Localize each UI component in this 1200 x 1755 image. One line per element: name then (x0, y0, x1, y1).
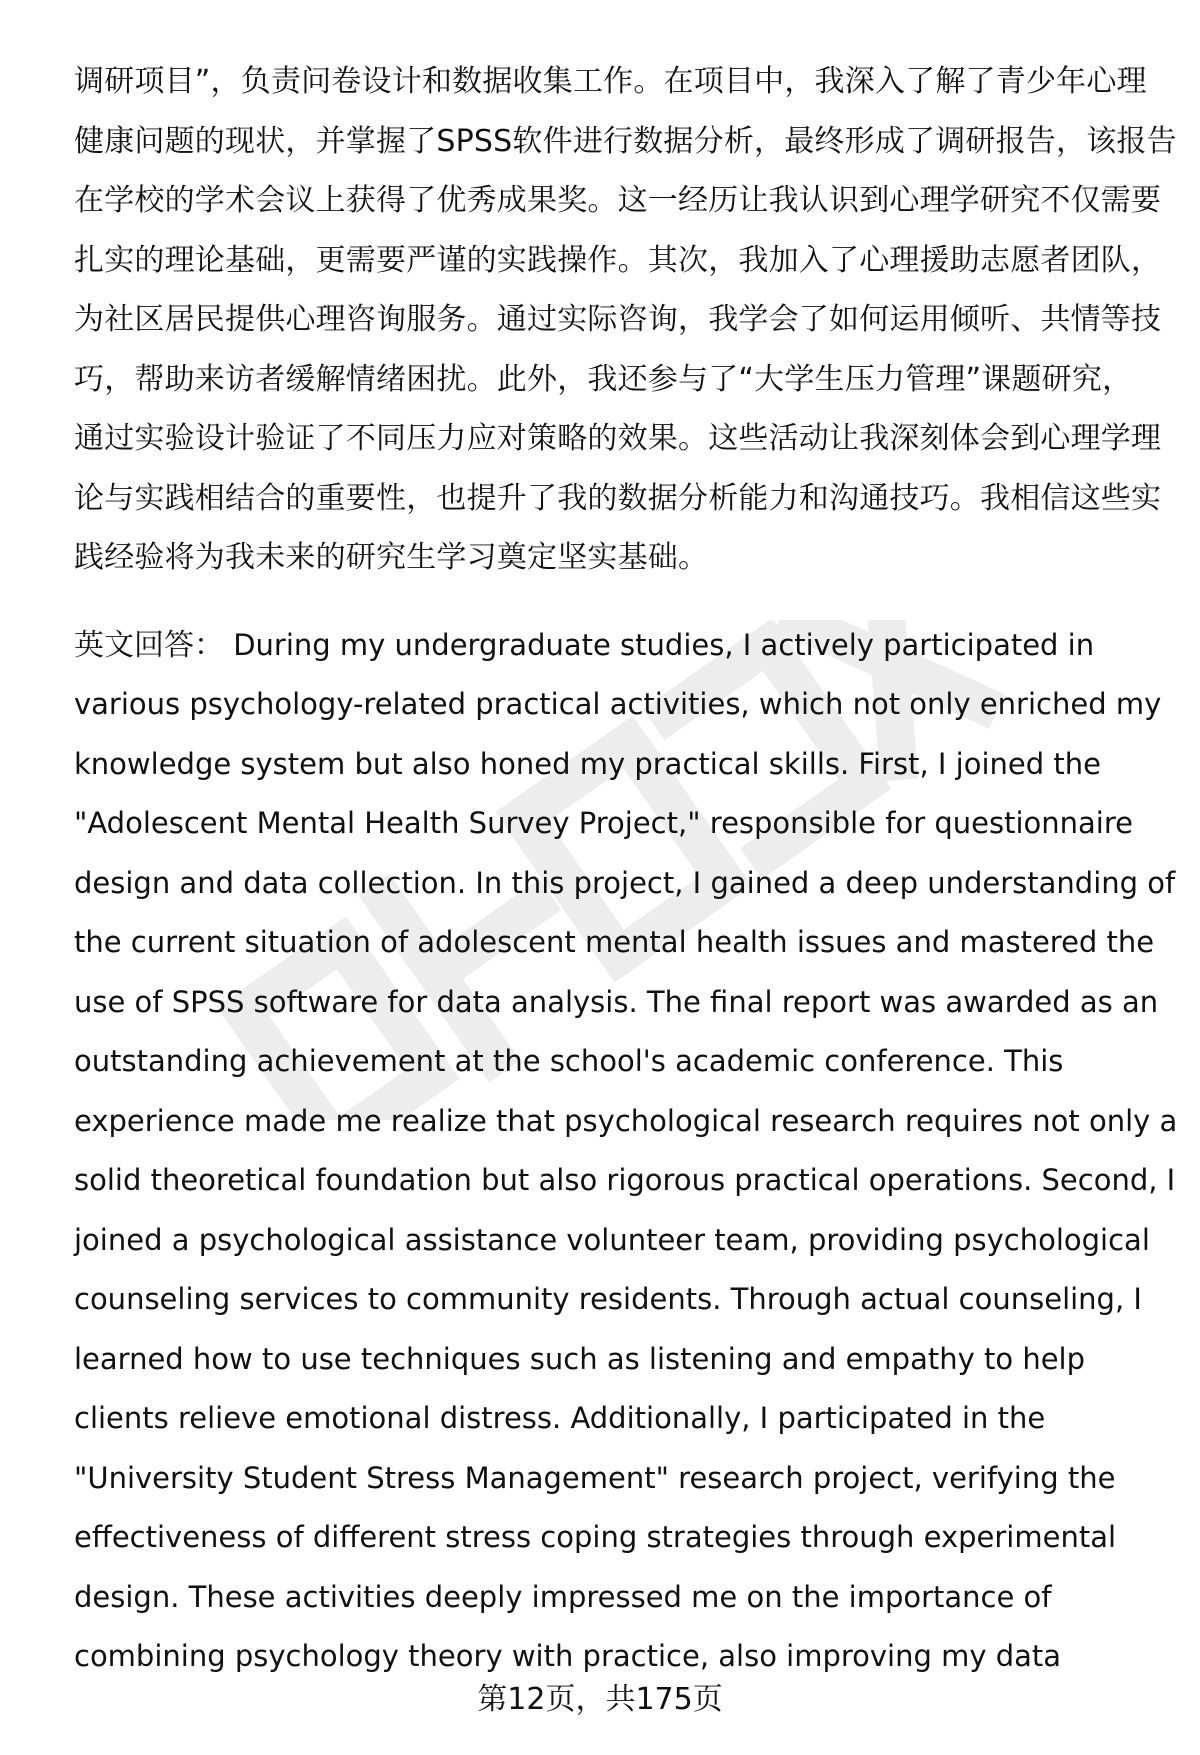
chinese-line: 调研项目”，负责问卷设计和数据收集工作。在项目中，我深入了解了青少年心理 (74, 64, 1147, 99)
chinese-line: 巧，帮助来访者缓解情绪困扰。此外，我还参与了“大学生压力管理”课题研究， (74, 361, 1133, 397)
english-line: various psychology-related practical activities, which not only enriched my (74, 687, 1162, 721)
english-line: solid theoretical foundation but also rigorous practical operations. Second, I (74, 1163, 1176, 1197)
page-footer (0, 1680, 1200, 1720)
english-line: experience made me realize that psychological research requires not only a (74, 1103, 1178, 1138)
chinese-answer-paragraph (74, 52, 1177, 588)
chinese-line: 在学校的学术会议上获得了优秀成果奖。这一经历让我认识到心理学研究不仅需要 (74, 183, 1162, 218)
chinese-line: 通过实验设计验证了不同压力应对策略的效果。这些活动让我深刻体会到心理学理 (74, 421, 1162, 456)
english-first-line (74, 616, 1159, 676)
english-line: joined a psychological assistance volunteer team, providing psychological (74, 1222, 1150, 1257)
english-line: clients relieve emotional distress. Additionally, I participated in the (74, 1401, 1046, 1435)
english-line: design and data collection. In this project, I gained a deep understanding of (74, 865, 1176, 900)
chinese-line: 健康问题的现状，并掌握了SPSS软件进行数据分析，最终形成了调研报告，该报告 (74, 123, 1177, 159)
english-line: knowledge system but also honed my practical skills. First, I joined the (74, 746, 1101, 781)
chinese-line: 践经验将为我未来的研究生学习奠定坚实基础。 (74, 540, 709, 575)
page-indicator: 第12页，共175页 (477, 1682, 723, 1717)
english-line: outstanding achievement at the school's academic conference. This (74, 1044, 1064, 1078)
chinese-line: 论与实践相结合的重要性，也提升了我的数据分析能力和沟通技巧。我相信这些实 (74, 480, 1162, 516)
english-line: counseling services to community residents. Through actual counseling, I (74, 1282, 1142, 1316)
english-line: "University Student Stress Management" research project, verifying the (74, 1460, 1116, 1495)
english-line: the current situation of adolescent mental health issues and mastered the (74, 925, 1155, 959)
english-line: learned how to use techniques such as listening and empathy to help (74, 1341, 1086, 1376)
english-line: "Adolescent Mental Health Survey Project," responsible for questionnaire (74, 806, 1133, 840)
english-line: effectiveness of different stress coping strategies through experimental (74, 1520, 1117, 1554)
english-line: combining psychology theory with practice, also improving my data (74, 1639, 1062, 1673)
chinese-line: 扎实的理论基础，更需要严谨的实践操作。其次，我加入了心理援助志愿者团队， (74, 242, 1162, 278)
english-line: design. These activities deeply impressed me on the importance of (74, 1579, 1052, 1614)
english-answer-label: 英文回答： (74, 627, 224, 663)
english-answer-paragraph (74, 616, 1178, 1687)
english-line-text: During my undergraduate studies, I actively participated in (224, 627, 1095, 662)
main-content (74, 52, 1178, 1687)
english-line: use of SPSS software for data analysis. The final report was awarded as an (74, 984, 1159, 1019)
chinese-line: 为社区居民提供心理咨询服务。通过实际咨询，我学会了如何运用倾听、共情等技 (74, 302, 1162, 337)
